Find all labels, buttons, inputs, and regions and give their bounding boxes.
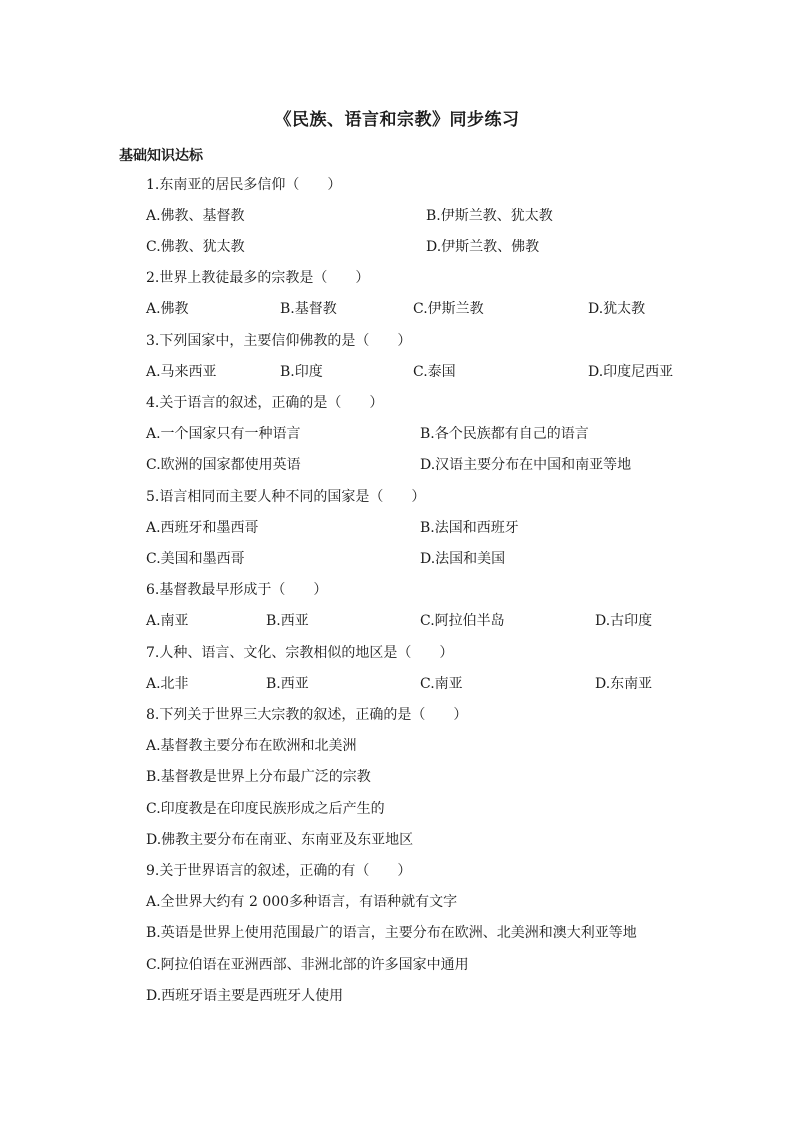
option-d: D.古印度 [595, 613, 653, 629]
option-d: D.东南亚 [595, 676, 653, 692]
option-c: C.欧洲的国家都使用英语 [146, 457, 301, 473]
section-heading: 基础知识达标 [119, 148, 203, 164]
option-b: B.印度 [280, 364, 323, 380]
option-b: B.基督教 [280, 301, 337, 317]
option-a: A.马来西亚 [146, 364, 217, 380]
option-d: D.佛教主要分布在南亚、东南亚及东亚地区 [146, 832, 414, 848]
option-d: D.西班牙语主要是西班牙人使用 [146, 988, 344, 1004]
option-b: B.英语是世界上使用范围最广的语言，主要分布在欧洲、北美洲和澳大利亚等地 [146, 925, 637, 941]
option-c: C.佛教、犹太教 [146, 239, 245, 255]
question-stem: 4.关于语言的叙述，正确的是（ ） [146, 395, 384, 411]
option-a: A.南亚 [146, 613, 189, 629]
question-stem: 6.基督教最早形成于（ ） [146, 582, 328, 598]
option-b: B.伊斯兰教、犹太教 [426, 208, 553, 224]
question-stem: 9.关于世界语言的叙述，正确的有（ ） [146, 863, 412, 879]
option-b: B.各个民族都有自己的语言 [420, 426, 589, 442]
option-a: A.全世界大约有 2 000多种语言，有语种就有文字 [146, 894, 458, 910]
option-c: C.泰国 [413, 364, 456, 380]
option-d: D.法国和美国 [420, 551, 506, 567]
option-c: C.南亚 [420, 676, 463, 692]
option-c: C.阿拉伯语在亚洲西部、非洲北部的许多国家中通用 [146, 957, 469, 973]
question-stem: 3.下列国家中，主要信仰佛教的是（ ） [146, 333, 412, 349]
option-d: D.伊斯兰教、佛教 [426, 239, 540, 255]
option-d: D.印度尼西亚 [588, 364, 674, 380]
page-title: 《民族、语言和宗教》同步练习 [274, 110, 520, 130]
option-d: D.犹太教 [588, 301, 646, 317]
option-b: B.基督教是世界上分布最广泛的宗教 [146, 769, 371, 785]
option-a: A.西班牙和墨西哥 [146, 520, 259, 536]
option-b: B.西亚 [266, 676, 309, 692]
option-a: A.一个国家只有一种语言 [146, 426, 301, 442]
option-b: B.西亚 [266, 613, 309, 629]
option-b: B.法国和西班牙 [420, 520, 519, 536]
question-stem: 1.东南亚的居民多信仰（ ） [146, 177, 342, 193]
question-stem: 5.语言相同而主要人种不同的国家是（ ） [146, 489, 426, 505]
option-c: C.阿拉伯半岛 [420, 613, 505, 629]
option-c: C.美国和墨西哥 [146, 551, 245, 567]
option-a: A.佛教 [146, 301, 189, 317]
option-a: A.基督教主要分布在欧洲和北美洲 [146, 738, 357, 754]
option-d: D.汉语主要分布在中国和南亚等地 [420, 457, 632, 473]
option-a: A.佛教、基督教 [146, 208, 245, 224]
option-c: C.伊斯兰教 [413, 301, 484, 317]
option-c: C.印度教是在印度民族形成之后产生的 [146, 801, 385, 817]
option-a: A.北非 [146, 676, 189, 692]
question-stem: 8.下列关于世界三大宗教的叙述，正确的是（ ） [146, 707, 468, 723]
question-stem: 2.世界上教徒最多的宗教是（ ） [146, 270, 370, 286]
question-stem: 7.人种、语言、文化、宗教相似的地区是（ ） [146, 645, 454, 661]
